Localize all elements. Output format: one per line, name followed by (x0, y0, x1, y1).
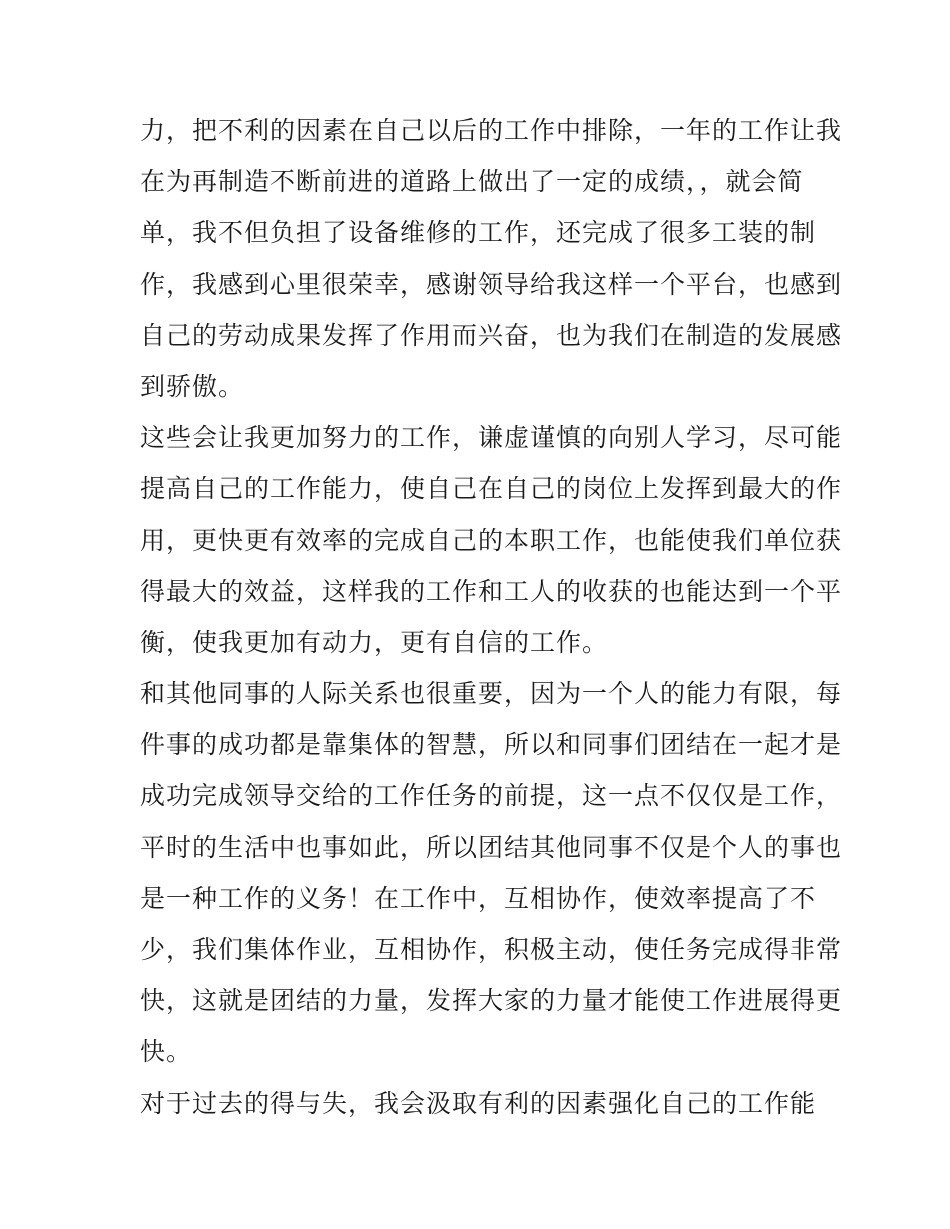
text-line: 是一种工作的义务！在工作中，互相协作，使效率提高了不 (140, 883, 817, 913)
text-line: 平时的生活中也事如此，所以团结其他同事不仅是个人的事也 (140, 832, 843, 862)
text-line: 作，我感到心里很荣幸，感谢领导给我这样一个平台，也感到 (140, 269, 843, 299)
text-line: 对于过去的得与失，我会汲取有利的因素强化自己的工作能 (140, 1088, 817, 1118)
text-line: 得最大的效益，这样我的工作和工人的收获的也能达到一个平 (140, 576, 843, 606)
text-line: 自己的劳动成果发挥了作用而兴奋，也为我们在制造的发展感 (140, 320, 843, 350)
text-line: 成功完成领导交给的工作任务的前提，这一点不仅仅是工作， (140, 781, 843, 811)
text-line: 件事的成功都是靠集体的智慧，所以和同事们团结在一起才是 (140, 730, 843, 760)
body-text (140, 105, 843, 1129)
text-line: 这些会让我更加努力的工作，谦虚谨慎的向别人学习，尽可能 (140, 423, 843, 453)
text-line: 快。 (140, 1037, 193, 1067)
text-line: 力，把不利的因素在自己以后的工作中排除，一年的工作让我 (140, 116, 843, 145)
text-line: 用，更快更有效率的完成自己的本职工作，也能使我们单位获 (140, 525, 843, 555)
text-line: 提高自己的工作能力，使自己在自己的岗位上发挥到最大的作 (140, 474, 843, 504)
text-line: 到骄傲。 (140, 371, 245, 401)
text-line: 和其他同事的人际关系也很重要，因为一个人的能力有限，每 (140, 679, 843, 709)
text-line: 少，我们集体作业，互相协作，积极主动，使任务完成得非常 (140, 935, 843, 964)
text-line: 单，我不但负担了设备维修的工作，还完成了很多工装的制 (140, 218, 817, 248)
text-line: 快，这就是团结的力量，发挥大家的力量才能使工作进展得更 (140, 986, 843, 1016)
text-line: 在为再制造不断前进的道路上做出了一定的成绩，，就会简 (140, 167, 804, 197)
text-line: 衡，使我更加有动力，更有自信的工作。 (140, 627, 609, 657)
